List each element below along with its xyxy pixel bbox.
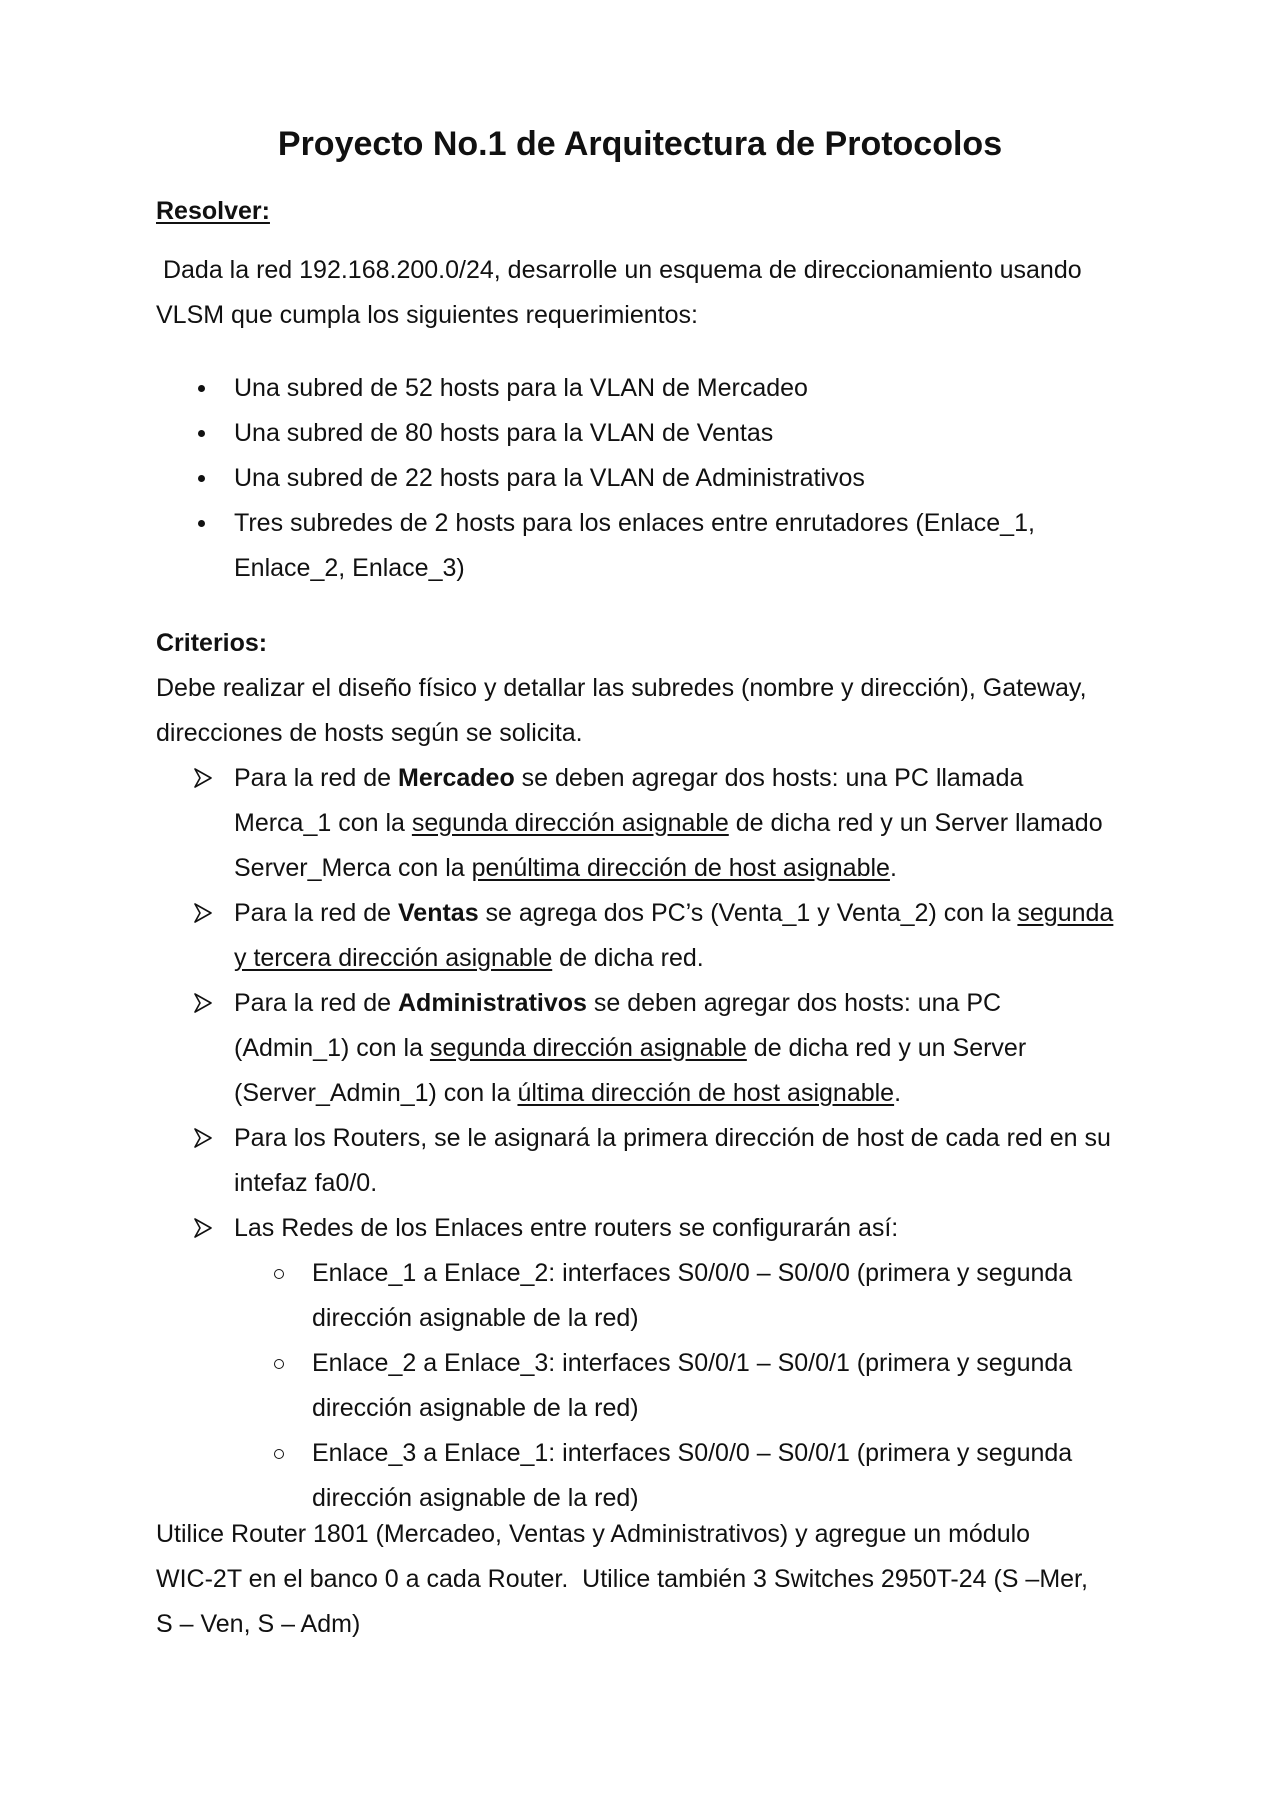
- bullet-icon: [198, 520, 205, 527]
- bold-term: Administrativos: [398, 989, 587, 1017]
- enlace-text: Enlace_2 a Enlace_3: interfaces S0/0/1 – S0/0/1 (primera y segunda dirección asignable de la red): [312, 1349, 1073, 1422]
- text-segment: se deben agregar dos hosts: una PC llamada Merca_1 con la: [234, 764, 1024, 837]
- resolver-intro-line1: Dada la red 192.168.200.0/24, desarrolle un esquema de direccionamiento usando: [162, 256, 1082, 284]
- resolver-intro: [156, 248, 1146, 338]
- enlace-text: Enlace_1 a Enlace_2: interfaces S0/0/0 – S0/0/0 (primera y segunda dirección asignable de la red): [312, 1259, 1073, 1332]
- list-item: [0, 1341, 1122, 1431]
- list-item: [0, 366, 1094, 411]
- underlined-term: segunda y tercera dirección asignable: [234, 899, 1114, 972]
- text-segment: se agrega dos PC’s (Venta_1 y Venta_2) con la: [478, 899, 1018, 927]
- text-segment: Para los Routers, se le asignará la primera dirección de host de cada red en su intefaz fa0/0.: [234, 1124, 1111, 1197]
- bold-term: Ventas: [398, 899, 479, 927]
- list-item-ventas: [0, 891, 1114, 981]
- page-title: Proyecto No.1 de Arquitectura de Protocolos: [277, 125, 1003, 163]
- resolver-intro-line2: VLSM que cumpla los siguientes requerimientos:: [156, 301, 698, 329]
- arrow-bullet-icon: [194, 1218, 212, 1238]
- list-item-routers: [0, 1116, 1114, 1206]
- criterios-intro-line1: Debe realizar el diseño físico y detallar las subredes (nombre y dirección), Gateway,: [156, 674, 1087, 702]
- text-segment: Para la red de: [234, 764, 398, 792]
- list-item: [0, 411, 1094, 456]
- underlined-term: penúltima dirección de host asignable: [471, 854, 890, 882]
- criterios-heading: Criterios:: [156, 629, 268, 657]
- circle-bullet-icon: [274, 1269, 284, 1279]
- list-item-enlaces: [0, 1206, 1114, 1521]
- requirement-text: Una subred de 52 hosts para la VLAN de Mercadeo: [234, 374, 808, 402]
- text-segment: .: [889, 854, 897, 882]
- bullet-icon: [198, 475, 205, 482]
- list-item: [0, 1431, 1122, 1521]
- requirement-text: Tres subredes de 2 hosts para los enlaces entre enrutadores (Enlace_1, Enlace_2, Enlace_3): [234, 509, 1035, 582]
- bold-term: Mercadeo: [398, 764, 515, 792]
- criterios-intro: [156, 666, 1146, 756]
- requirement-text: Una subred de 80 hosts para la VLAN de Ventas: [234, 419, 774, 447]
- bullet-icon: [198, 430, 205, 437]
- text-segment: .: [894, 1079, 902, 1107]
- list-item: [0, 501, 1094, 591]
- requirement-text: Una subred de 22 hosts para la VLAN de Administrativos: [234, 464, 865, 492]
- list-item: [0, 456, 1094, 501]
- underlined-term: segunda dirección asignable: [429, 1034, 747, 1062]
- closing-line2: WIC-2T en el banco 0 a cada Router. Utilice también 3 Switches 2950T-24 (S –Mer,: [156, 1565, 1088, 1593]
- closing-line1: Utilice Router 1801 (Mercadeo, Ventas y Administrativos) y agregue un módulo: [156, 1520, 1031, 1548]
- enlace-text: Enlace_3 a Enlace_1: interfaces S0/0/0 – S0/0/1 (primera y segunda dirección asignable de la red): [312, 1439, 1073, 1512]
- list-item: [0, 1251, 1122, 1341]
- closing-paragraph: [156, 1512, 1146, 1647]
- text-segment: Para la red de: [234, 989, 398, 1017]
- underlined-term: segunda dirección asignable: [411, 809, 729, 837]
- text-segment: Para la red de: [234, 899, 398, 927]
- arrow-bullet-icon: [194, 1128, 212, 1148]
- underlined-term: última dirección de host asignable: [517, 1079, 895, 1107]
- list-item-mercadeo: [0, 756, 1114, 891]
- text-segment: Las Redes de los Enlaces entre routers se configurarán así:: [234, 1214, 899, 1242]
- closing-line3: S – Ven, S – Adm): [156, 1610, 361, 1638]
- circle-bullet-icon: [274, 1359, 284, 1369]
- list-item-administrativos: [0, 981, 1114, 1116]
- text-segment: de dicha red y un Server (Server_Admin_1) con la: [234, 1034, 1027, 1107]
- text-segment: de dicha red y un Server llamado Server_Merca con la: [234, 809, 1103, 882]
- text-segment: de dicha red.: [552, 944, 704, 972]
- circle-bullet-icon: [274, 1449, 284, 1459]
- resolver-heading: Resolver:: [156, 197, 270, 225]
- text-segment: se deben agregar dos hosts: una PC (Admin_1) con la: [234, 989, 1002, 1062]
- arrow-bullet-icon: [194, 993, 212, 1013]
- criteria-list: [0, 756, 1280, 1521]
- criterios-intro-line2: direcciones de hosts según se solicita.: [156, 719, 583, 747]
- bullet-icon: [198, 385, 205, 392]
- arrow-bullet-icon: [194, 903, 212, 923]
- arrow-bullet-icon: [194, 768, 212, 788]
- requirements-list: [0, 366, 1280, 591]
- enlaces-list: [234, 1251, 1114, 1521]
